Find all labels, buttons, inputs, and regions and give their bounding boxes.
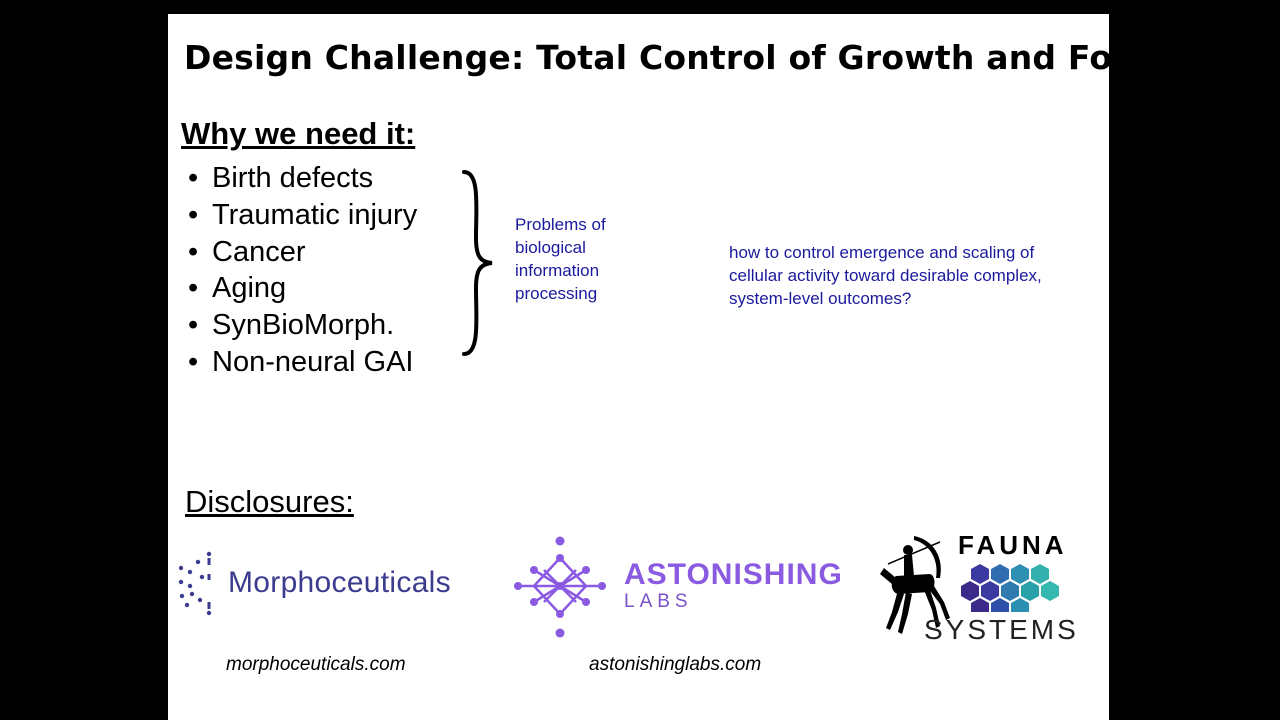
morphoceuticals-wordmark: Morphoceuticals xyxy=(228,566,451,599)
morphoceuticals-logo xyxy=(178,550,451,616)
fauna-wordmark: FAUNA xyxy=(958,530,1068,560)
astonishing-network-icon xyxy=(514,536,606,638)
astonishing-wordmark: ASTONISHING xyxy=(624,558,843,591)
list-item: • Traumatic injury xyxy=(188,198,418,231)
astonishing-labs-logo xyxy=(514,536,843,638)
list-item: • Aging xyxy=(188,272,287,305)
morphoceuticals-dots-icon xyxy=(178,550,214,616)
astonishinglabs-url: astonishinglabs.com xyxy=(589,654,762,675)
why-heading: Why we need it: xyxy=(181,116,416,151)
question-text: how to control emergence and scaling of cellular activity toward desirable complex, system-level outcomes? xyxy=(729,243,1042,308)
morphoceuticals-url: morphoceuticals.com xyxy=(226,654,406,675)
list-item: • SynBioMorph. xyxy=(188,309,395,342)
labs-wordmark: LABS xyxy=(624,591,693,612)
list-item: • Birth defects xyxy=(188,162,374,194)
curly-brace-icon xyxy=(458,168,498,358)
slide-title: Design Challenge: Total Control of Growth and Form xyxy=(184,38,1164,77)
systems-wordmark: SYSTEMS xyxy=(924,614,1079,645)
list-item: • Cancer xyxy=(188,235,306,268)
slide xyxy=(168,14,1164,720)
problems-label: Problems of biological information processing xyxy=(515,215,606,303)
fauna-systems-logo xyxy=(874,528,1084,658)
list-item: • Non-neural GAI xyxy=(188,345,414,378)
hexagon-cluster-icon xyxy=(956,562,1076,612)
disclosures-heading: Disclosures: xyxy=(185,484,354,519)
bullet-list xyxy=(188,160,417,381)
